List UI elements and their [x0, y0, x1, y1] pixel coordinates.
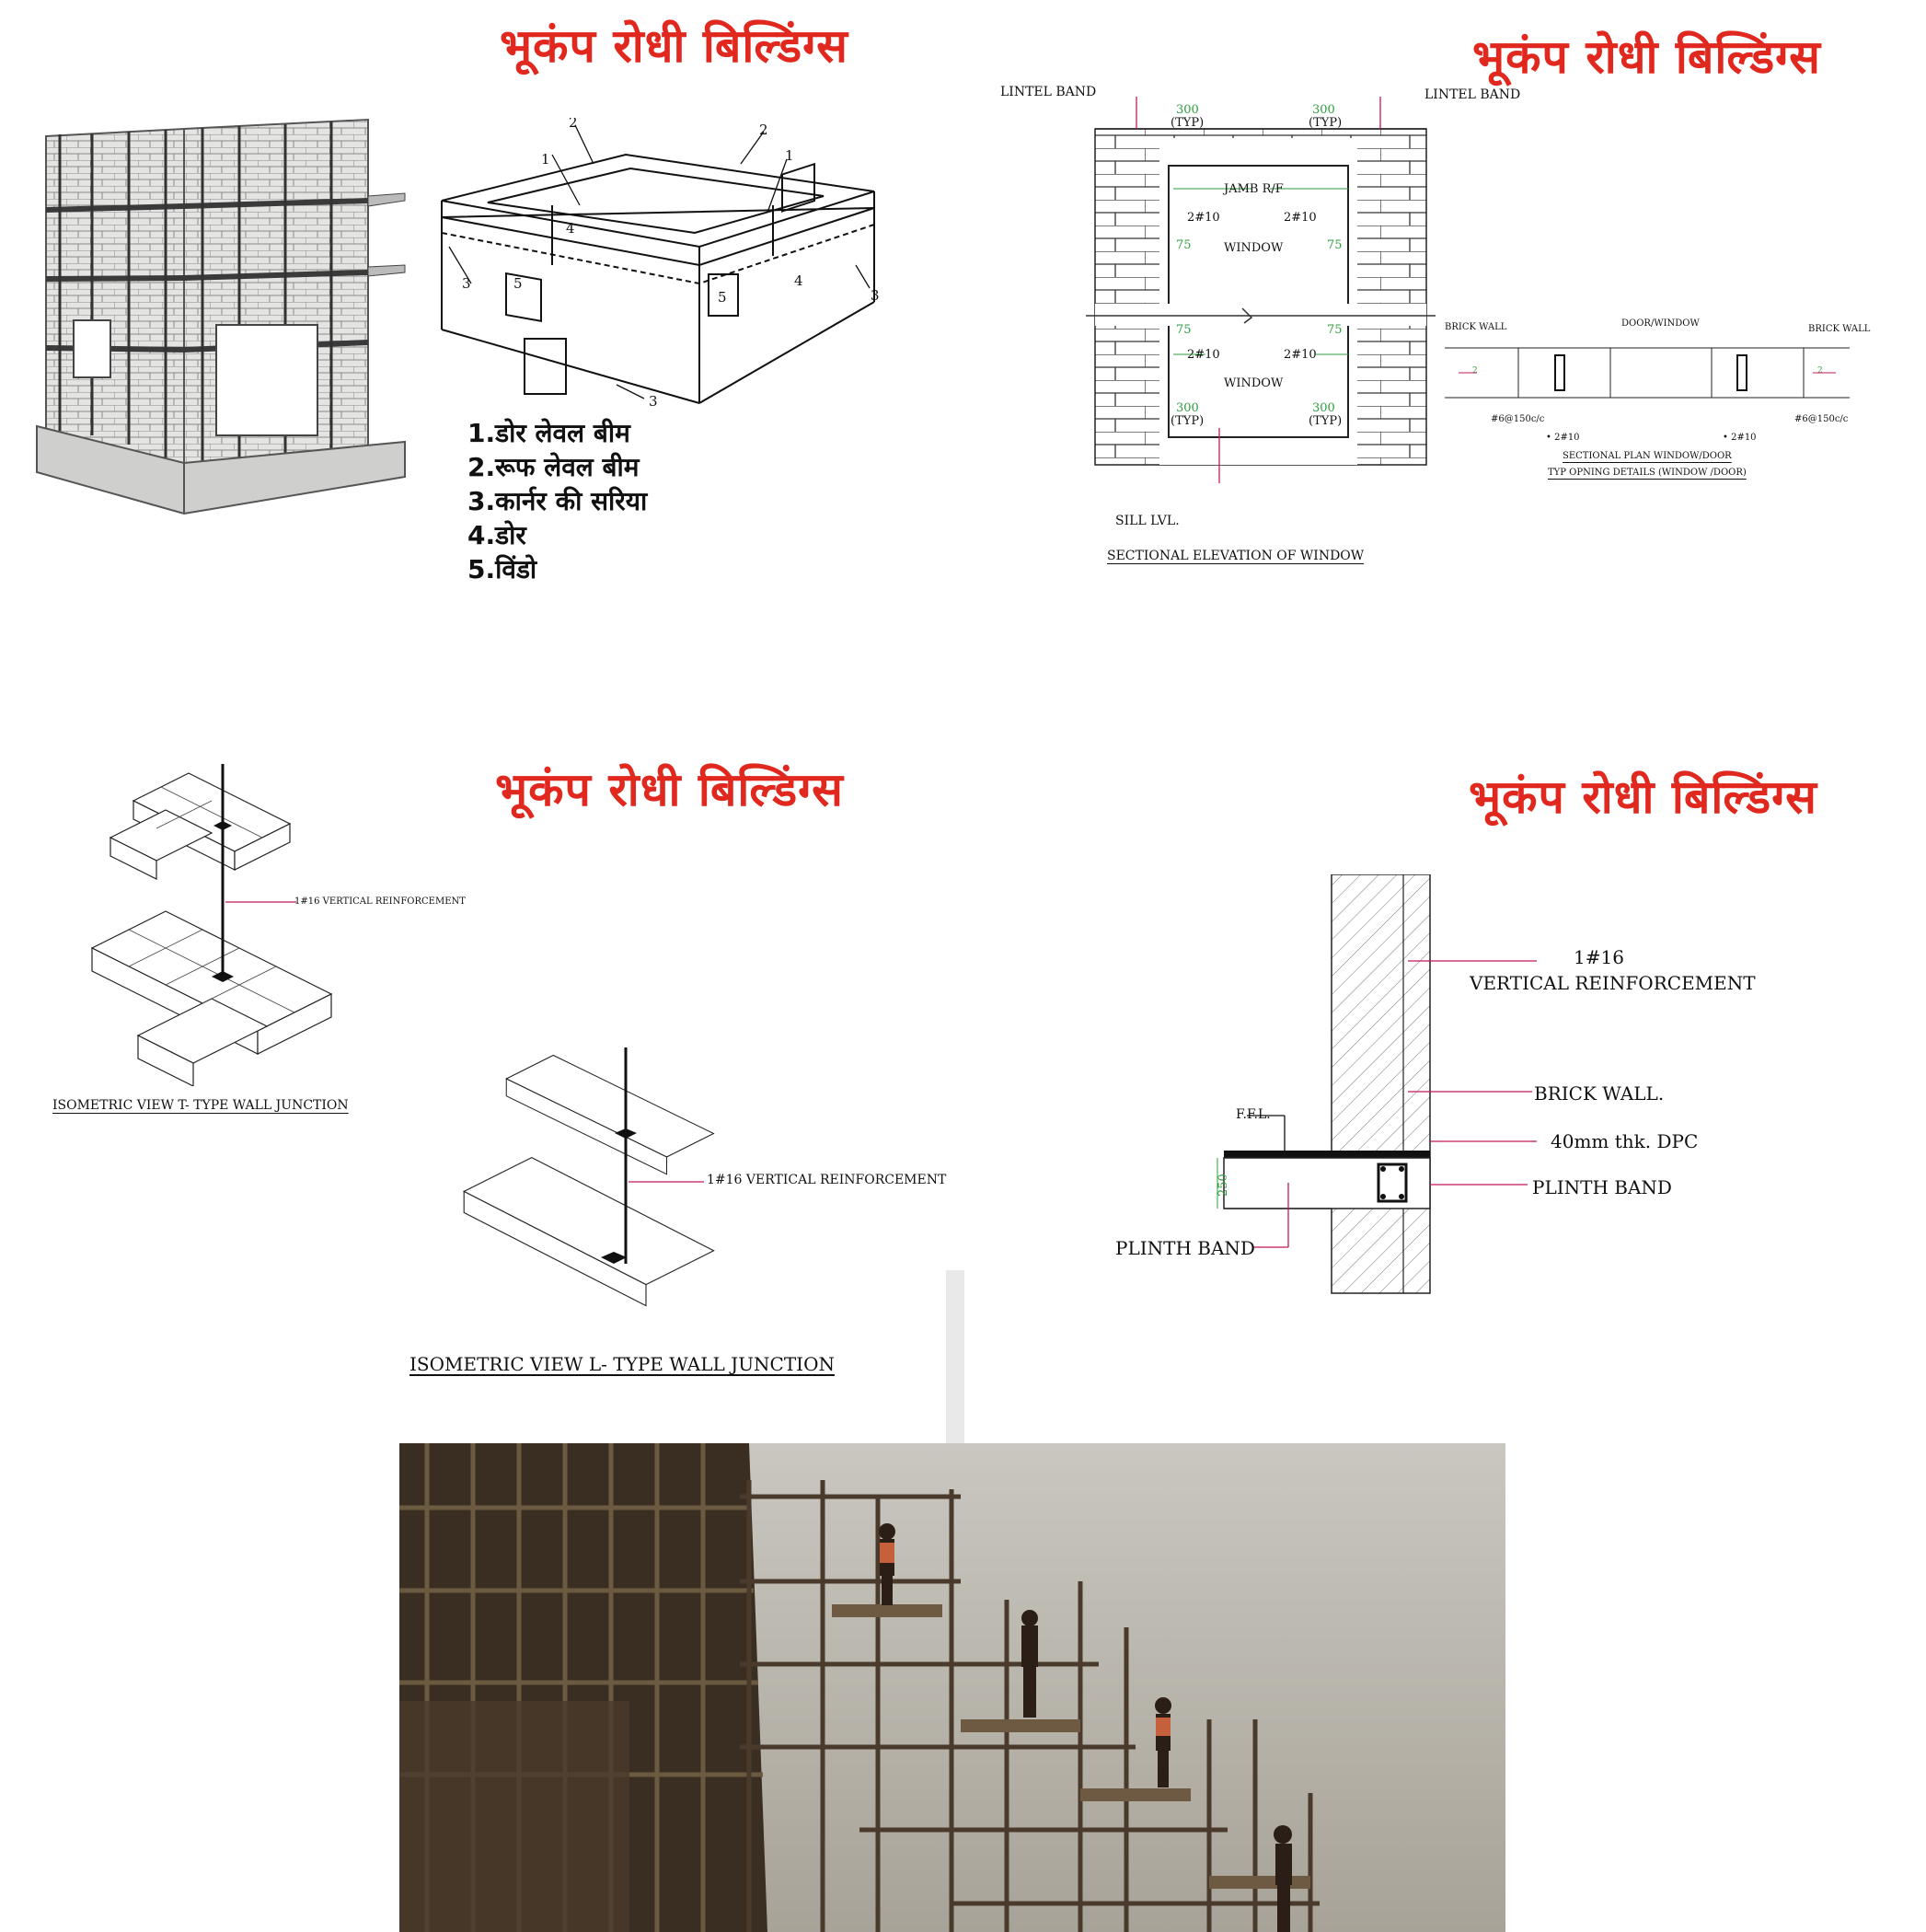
box-number: 3 [871, 287, 880, 304]
bar-label: 2#10 [1187, 211, 1220, 225]
plan-caption-2: TYP OPNING DETAILS (WINDOW /DOOR) [1548, 468, 1747, 478]
panel-divider [946, 1270, 964, 1445]
plan-brick-wall-right: BRICK WALL [1808, 324, 1871, 334]
typ-label: (TYP) [1309, 116, 1343, 130]
l-junction-isometric [456, 1047, 750, 1314]
dim-label: 75 [1176, 238, 1192, 252]
t-junction-reinforcement-label: 1#16 VERTICAL REINFORCEMENT [294, 897, 466, 907]
typ-label: (TYP) [1171, 116, 1205, 130]
svg-text:2: 2 [1817, 366, 1823, 376]
window-label: WINDOW [1224, 376, 1284, 390]
typ-label: (TYP) [1309, 414, 1343, 428]
lintel-band-right-label: LINTEL BAND [1424, 87, 1521, 102]
legend-item: 1.डोर लेवल बीम [467, 418, 630, 448]
box-number: 3 [649, 393, 658, 410]
plan-stirrup-right: #6@150c/c [1794, 414, 1849, 424]
plinth-band-section-drawing [1215, 874, 1537, 1298]
t-junction-caption: ISOMETRIC VIEW T- TYPE WALL JUNCTION [52, 1098, 349, 1113]
typ-label: (TYP) [1171, 414, 1205, 428]
box-number: 1 [541, 151, 550, 168]
dim-label: 75 [1176, 323, 1192, 337]
component-legend [467, 416, 647, 586]
legend-item: 2.रूफ लेवल बीम [467, 452, 640, 482]
panel-title-top-left: भूकंप रोधी बिल्डिंग्स [500, 19, 848, 73]
scaffolding-photo-illustration [399, 1443, 1505, 1932]
t-junction-isometric [83, 764, 350, 1086]
dpc-label: 40mm thk. DPC [1551, 1130, 1699, 1152]
svg-text:2: 2 [1472, 366, 1478, 376]
panel-title-mid-left: भूकंप रोधी बिल्डिंग्स [495, 763, 844, 816]
box-number: 5 [718, 289, 727, 306]
box-building-band-diagram [432, 118, 883, 412]
sill-level-label: SILL LVL. [1115, 514, 1180, 528]
l-junction-reinforcement-label: 1#16 VERTICAL REINFORCEMENT [707, 1173, 947, 1187]
plinth-band-left-label: PLINTH BAND [1115, 1237, 1255, 1259]
vertical-reinforcement-size: 1#16 [1574, 946, 1624, 968]
dim-label: 300 [1176, 401, 1199, 415]
plan-bars-left: • 2#10 [1546, 433, 1580, 443]
plan-caption-1: SECTIONAL PLAN WINDOW/DOOR [1563, 451, 1732, 461]
box-number: 2 [759, 121, 768, 138]
box-number: 3 [462, 275, 471, 292]
legend-item: 4.डोर [467, 520, 526, 550]
window-elevation-drawing [1086, 97, 1436, 502]
dim-label: 300 [1312, 103, 1335, 117]
ffl-label: F.F.L. [1236, 1107, 1271, 1122]
plinth-band-right-label: PLINTH BAND [1532, 1176, 1672, 1198]
panel-title-mid-right: भूकंप रोधी बिल्डिंग्स [1469, 770, 1817, 824]
plan-brick-wall-left: BRICK WALL [1445, 322, 1507, 332]
brick-wall-label: BRICK WALL. [1534, 1082, 1665, 1105]
reinforced-masonry-3d-illustration [18, 109, 414, 532]
plan-bars-right: • 2#10 [1723, 433, 1757, 443]
construction-scaffolding-photo [399, 1443, 1505, 1932]
legend-item: 5.विंडो [467, 554, 537, 584]
dim-label: 300 [1312, 401, 1335, 415]
box-number: 5 [513, 275, 523, 292]
panel-title-top-right: भूकंप रोधी बिल्डिंग्स [1472, 30, 1821, 84]
box-number: 1 [785, 147, 794, 164]
sectional-elevation-caption: SECTIONAL ELEVATION OF WINDOW [1107, 549, 1365, 563]
dim-label: 75 [1327, 238, 1343, 252]
bar-label: 2#10 [1284, 211, 1317, 225]
bar-label: 2#10 [1187, 348, 1220, 362]
vertical-reinforcement-label: VERTICAL REINFORCEMENT [1470, 972, 1756, 994]
dim-label: 300 [1176, 103, 1199, 117]
box-number: 4 [566, 220, 575, 237]
box-number: 2 [569, 118, 578, 131]
plan-door-window: DOOR/WINDOW [1621, 318, 1700, 329]
legend-item: 3.कार्नर की सरिया [467, 486, 648, 516]
lintel-band-left-label: LINTEL BAND [1000, 85, 1097, 99]
plan-stirrup-left: #6@150c/c [1491, 414, 1545, 424]
dim-label: 75 [1327, 323, 1343, 337]
l-junction-caption: ISOMETRIC VIEW L- TYPE WALL JUNCTION [409, 1353, 835, 1375]
jamb-label: JAMB R/F [1224, 182, 1284, 196]
box-number: 4 [794, 272, 803, 289]
window-label: WINDOW [1224, 241, 1284, 255]
dim-label: 250 [1217, 1174, 1230, 1197]
bar-label: 2#10 [1284, 348, 1317, 362]
